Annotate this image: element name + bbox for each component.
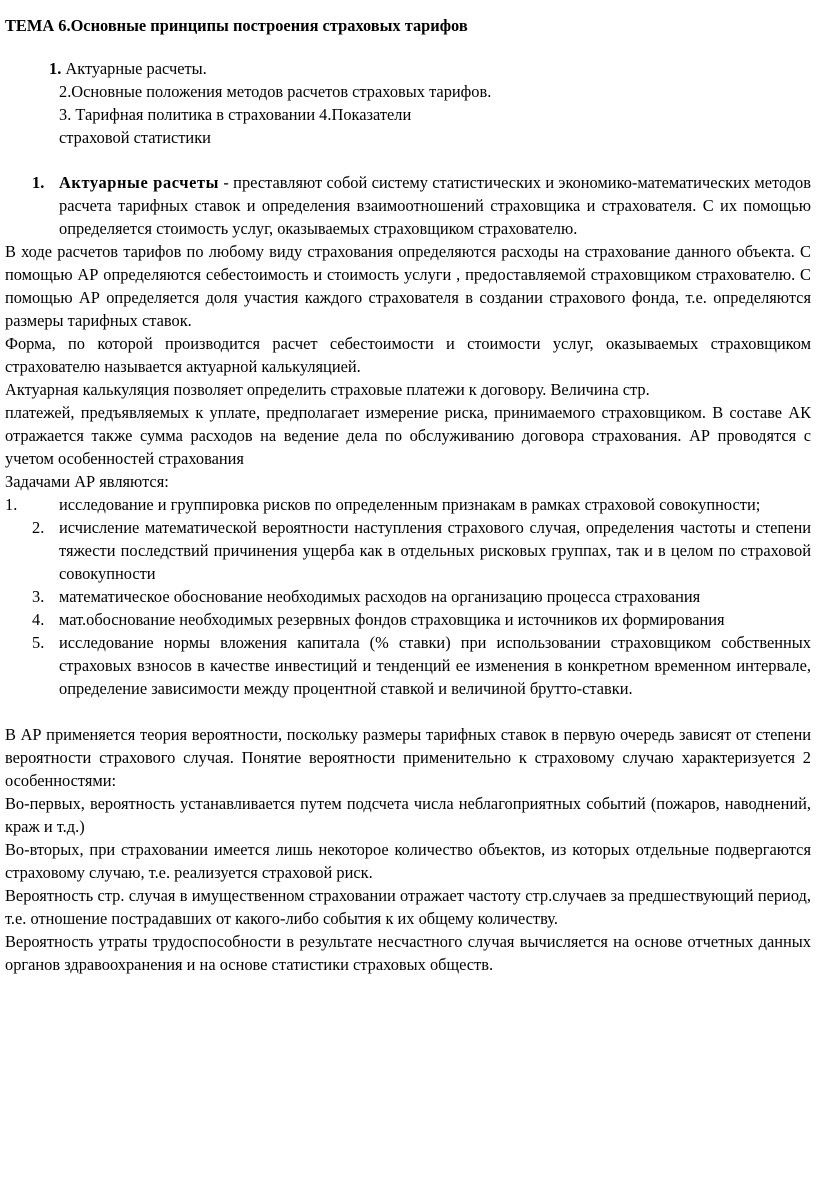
toc-item-1 (5, 57, 811, 80)
paragraph-premium-details: платежей, предъявляемых к уплате, предполагает измерение риска, принимаемого страховщиком. В составе АК отражается также сумма расходов на ведение дела по обслуживанию договора страхования. АР проводятся с учетом особенностей страхования (5, 403, 811, 468)
paragraph-actuarial-calculation: Форма, по которой производится расчет себестоимости и стоимости услуг, оказываемых страховщиком страхователю называется актуарной калькуляцией. (5, 334, 811, 376)
tasks-heading: Задачами АР являются: (5, 472, 169, 491)
list-item-number: 1. (5, 495, 18, 514)
paragraph-premium-intro: Актуарная калькуляция позволяет определить страховые платежи к договору. Величина стр. (5, 380, 650, 399)
toc-item-2: 2.Основные положения методов расчетов страховых тарифов. (59, 82, 492, 101)
list-item-number: 5. (32, 633, 45, 652)
list-item-text: мат.обоснование необходимых резервных фондов страховщика и источников их формирования (59, 610, 725, 629)
paragraph-cost-calculation: В ходе расчетов тарифов по любому виду страхования определяются расходы на страхование данного объекта. С помощью АР определяются себестоимость и стоимость услуги , предоставляемой страховщиком страхователю. С помощью АР определяется доля участия каждого страхователя в создании страхового фонда, т.е. определяются размеры тарифных ставок. (5, 242, 811, 330)
paragraph-disability-probability: Вероятность утраты трудоспособности в результате несчастного случая вычисляется на основе отчетных данных органов здравоохранения и на основе статистики страховых обществ. (5, 932, 811, 974)
toc-item-1-text: Актуарные расчеты. (61, 59, 207, 78)
list-item (5, 493, 811, 516)
paragraph-spacer (5, 700, 811, 723)
list-item (5, 585, 811, 608)
paragraph-firstly: Во-первых, вероятность устанавливается путем подсчета числа неблагоприятных событий (пожаров, наводнений, краж и т.д.) (5, 794, 811, 836)
paragraph-property-probability: Вероятность стр. случая в имущественном страховании отражает частоту стр.случаев за предшествующий период, т.е. отношение пострадавших от какого-либо события к их общему количеству. (5, 886, 811, 928)
list-item-number: 4. (32, 610, 45, 629)
section-1 (5, 171, 811, 240)
toc-item-3: 3. Тарифная политика в страховании 4.Показатели (59, 105, 412, 124)
section-1-heading: Актуарные расчеты (59, 173, 220, 192)
list-item-number: 3. (32, 587, 45, 606)
tasks-list (5, 493, 811, 700)
toc-item-1-number: 1. (49, 59, 62, 78)
section-1-text: - преставляют собой систему статистических и экономико-математических методов расчета тарифных ставок и определения взаимоотношений страховщика и страхователя. С их помощью определяется стоимость услуг, оказываемых страховщиком страхователю. (59, 173, 811, 238)
list-item (5, 608, 811, 631)
paragraph-secondly: Во-вторых, при страховании имеется лишь некоторое количество объектов, из которых отдельные подвергаются страховому случаю, т.е. реализуется страховой риск. (5, 840, 811, 882)
list-item-text: исследование нормы вложения капитала (% ставки) при использовании страховщиком собственных страховых взносов в качестве инвестиций и тенденций ее изменения в конкретном временном интервале, определение зависимости между процентной ставкой и величиной брутто-ставки. (59, 633, 811, 698)
list-item-text: исследование и группировка рисков по определенным признакам в рамках страховой совокупности; (59, 495, 761, 514)
list-item-text: математическое обоснование необходимых расходов на организацию процесса страхования (59, 587, 701, 606)
list-item-number: 2. (32, 518, 45, 537)
paragraph-probability-theory: В АР применяется теория вероятности, поскольку размеры тарифных ставок в первую очередь зависят от степени вероятности страхового случая. Понятие вероятности применительно к страховому случаю характеризуется 2 особенностями: (5, 725, 811, 790)
list-item (5, 516, 811, 585)
list-item-text: исчисление математической вероятности наступления страхового случая, определения частоты и степени тяжести последствий причинения ущерба как в отдельных рисковых группах, так и в целом по страховой совокупности (59, 518, 811, 583)
table-of-contents (5, 57, 811, 149)
list-item (5, 631, 811, 700)
toc-item-3-continued: страховой статистики (59, 128, 211, 147)
document-page (5, 14, 811, 976)
section-1-number: 1. (32, 173, 45, 192)
page-title: ТЕМА 6.Основные принципы построения страховых тарифов (5, 16, 468, 35)
